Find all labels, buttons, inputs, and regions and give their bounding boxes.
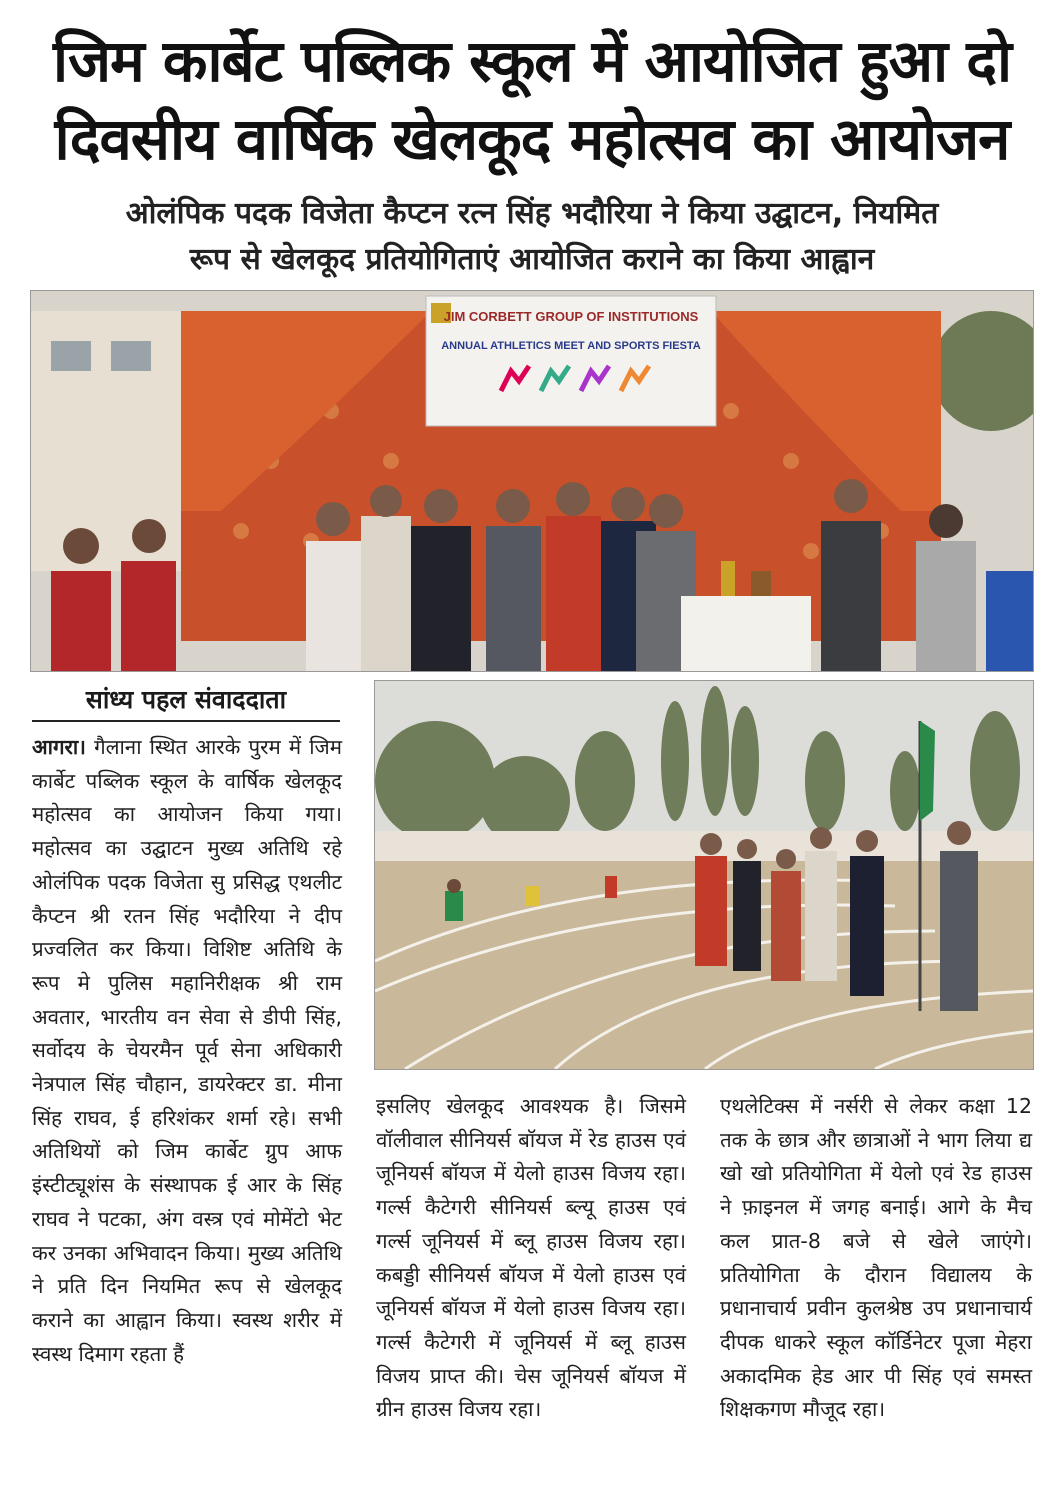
- article-column-3: [720, 1090, 1032, 1427]
- article-col3-text: एथलेटिक्स में नर्सरी से लेकर कक्षा 12 तक के छात्र और छात्राओं ने भाग लिया द्य खो खो प्रतियोगिता में येलो एवं रेड हाउस ने फ़ाइनल में जगह बनाई। आगे के मैच कल प्रात-8 बजे से खेले जाएंगे। प्रतियोगिता के दौरान विद्यालय के प्रधानाचार्य प्रवीन कुलश्रेष्ठ उप प्रधानाचार्य दीपक धाकरे स्कूल कॉर्डिनेटर पूजा मेहरा अकादमिक हेड आर पी सिंह एवं समस्त शिक्षकगण मौजूद रहा।: [720, 1094, 1032, 1422]
- ceremony-photo: [30, 290, 1034, 672]
- banner-group: JIM CORBETT GROUP OF INSTITUTIONS: [443, 309, 699, 324]
- article-col2-text: इसलिए खेलकूद आवश्यक है। जिसमे वॉलीवाल सीनियर्स बॉयज में रेड हाउस एवं जूनियर्स बॉयज में येलो हाउस विजय रहा। गर्ल्स कैटेगरी सीनियर्स ब्ल्यू हाउस एवं गर्ल्स जूनियर्स में ब्लू हाउस विजय रहा। कबड्डी सीनियर्स बॉयज में येलो हाउस एवं जूनियर्स बॉयज में येलो हाउस विजय रहा। गर्ल्स कैटेगरी में जूनियर्स में ब्लू हाउस विजय प्राप्त की। चेस जूनियर्स बॉयज में ग्रीन हाउस विजय रहा।: [376, 1094, 686, 1422]
- track-photo: [374, 680, 1034, 1070]
- track-photo-art: [375, 681, 1033, 1069]
- banner-event: ANNUAL ATHLETICS MEET AND SPORTS FIESTA: [441, 340, 701, 352]
- article-column-2: [376, 1090, 686, 1427]
- subheadline-line-1: ओलंपिक पदक विजेता कैप्टन रत्न सिंह भदौरिया ने किया उद्घाटन, नियमित: [125, 196, 939, 231]
- ceremony-photo-art: [31, 291, 1033, 671]
- subheadline-line-2: रूप से खेलकूद प्रतियोगिताएं आयोजित कराने का किया आह्वान: [189, 242, 875, 277]
- headline-line-1: जिम कार्बेट पब्लिक स्कूल में आयोजित हुआ दो: [52, 27, 1012, 95]
- article-column-1: [32, 731, 342, 1371]
- dateline: आगरा।: [32, 735, 86, 759]
- headline-line-2: दिवसीय वार्षिक खेलकूद महोत्सव का आयोजन: [54, 105, 1010, 173]
- article-col1-text: गैलाना स्थित आरके पुरम में जिम कार्बेट पब्लिक स्कूल के वार्षिक खेलकूद महोत्सव का आयोजन किया गया। महोत्सव का उद्घाटन मुख्य अतिथि रहे ओलंपिक पदक विजेता सु प्रसिद्ध एथलीट कैप्टन श्री रतन सिंह भदौरिया ने दीप प्रज्वलित कर किया। विशिष्ट अतिथि के रूप मे पुलिस महानिरीक्षक श्री राम अवतार, भारतीय वन सेवा से डीपी सिंह, सर्वोदय के चेयरमैन पूर्व सेना अधिकारी नेत्रपाल सिंह चौहान, डायरेक्टर डा. मीना सिंह राघव, ई हरिशंकर शर्मा रहे। सभी अतिथियों को जिम कार्बेट ग्रुप आफ इंस्टीट्यूशंस के संस्थापक ई आर के सिंह राघव ने पटका, अंग वस्त्र एवं मोमेंटो भेट कर उनका अभिवादन किया। मुख्य अतिथि ने प्रति दिन नियमित रूप से खेलकूद कराने का आह्वान किया। स्वस्थ शरीर में स्वस्थ दिमाग रहता हैं: [32, 735, 342, 1366]
- byline: सांध्य पहल संवाददाता: [32, 682, 340, 722]
